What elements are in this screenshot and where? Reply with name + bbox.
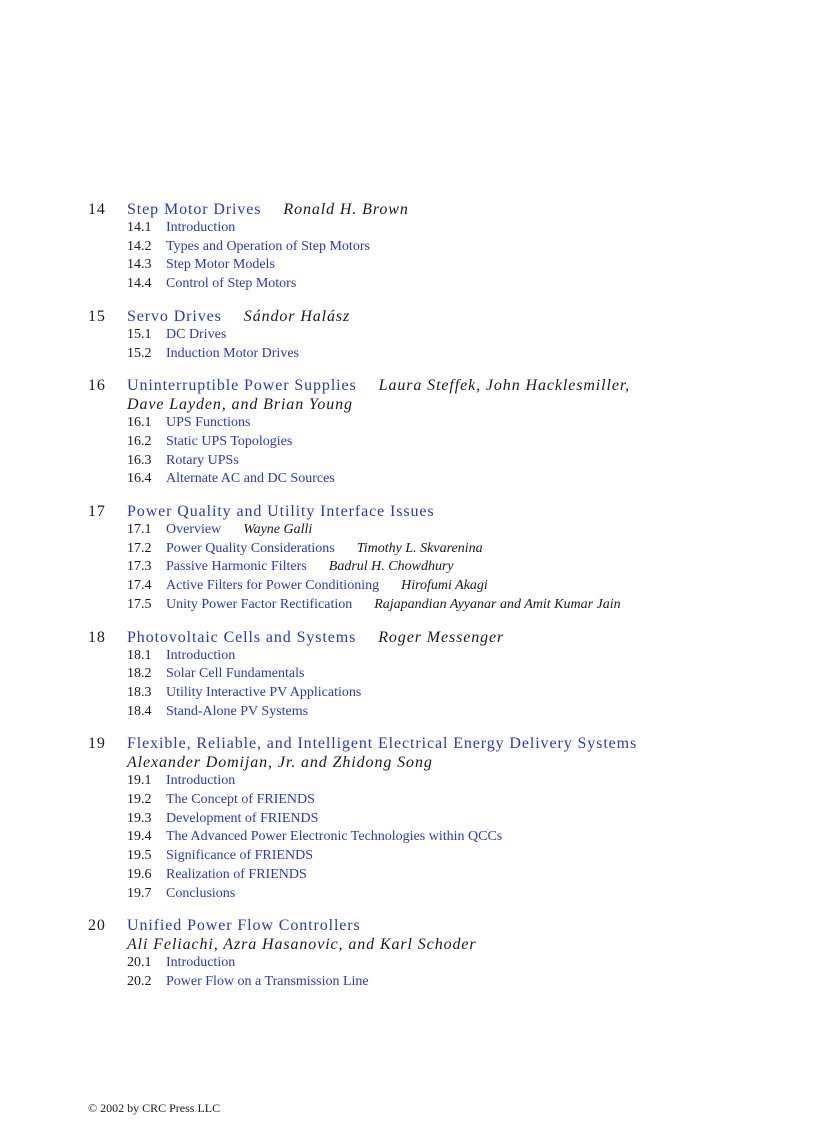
chapter-title-link[interactable]: Step Motor Drives <box>127 201 262 218</box>
section-number: 19.3 <box>127 810 152 826</box>
section-entry <box>127 414 788 433</box>
section-title-link[interactable]: Realization of FRIENDS <box>166 866 307 882</box>
section-number: 17.2 <box>127 540 152 556</box>
section-number: 19.7 <box>127 885 152 901</box>
section-number: 14.3 <box>127 257 152 273</box>
chapter-author: Dave Layden, and Brian Young <box>127 396 353 414</box>
chapter-entry <box>88 916 788 991</box>
section-number: 17.5 <box>127 596 152 612</box>
section-title-link[interactable]: Introduction <box>166 647 236 663</box>
section-title-link[interactable]: Power Flow on a Transmission Line <box>166 973 369 989</box>
section-entry <box>127 647 788 666</box>
section-title-link[interactable]: Rotary UPSs <box>166 452 239 468</box>
chapter-entry <box>88 628 788 722</box>
chapter-heading <box>88 376 788 395</box>
section-entry <box>127 521 788 540</box>
section-number: 17.3 <box>127 559 152 575</box>
chapter-title-link[interactable]: Unified Power Flow Controllers <box>127 917 361 935</box>
chapter-number: 20 <box>88 917 106 935</box>
chapter-entry <box>88 502 788 615</box>
chapter-heading <box>88 628 788 647</box>
section-title-link[interactable]: Introduction <box>166 773 236 789</box>
section-title-link[interactable]: Step Motor Models <box>166 257 275 273</box>
section-entry <box>127 433 788 452</box>
chapter-number: 18 <box>88 628 106 646</box>
section-title-link[interactable]: UPS Functions <box>166 415 251 431</box>
section-entry <box>127 810 788 829</box>
chapter-author: Sándor Halász <box>243 307 351 325</box>
section-author: Hirofumi Akagi <box>401 578 488 594</box>
section-number: 15.1 <box>127 326 152 342</box>
section-title-link[interactable]: Alternate AC and DC Sources <box>166 471 335 487</box>
section-entry <box>127 326 788 345</box>
section-title-link[interactable]: Stand-Alone PV Systems <box>166 703 309 719</box>
section-number: 20.1 <box>127 955 152 971</box>
section-entry <box>127 684 788 703</box>
section-list <box>88 326 788 363</box>
chapter-author: Ali Feliachi, Azra Hasanovic, and Karl Schoder <box>127 936 477 954</box>
chapter-number: 14 <box>88 201 106 218</box>
chapter-title-link[interactable]: Power Quality and Utility Interface Issues <box>127 503 435 521</box>
section-title-link[interactable]: Significance of FRIENDS <box>166 848 313 864</box>
section-number: 19.2 <box>127 792 152 808</box>
section-number: 14.1 <box>127 220 152 235</box>
section-number: 18.1 <box>127 647 152 663</box>
chapter-heading <box>88 916 788 935</box>
section-title-link[interactable]: DC Drives <box>166 326 227 342</box>
section-entry <box>127 238 788 257</box>
section-author: Rajapandian Ayyanar and Amit Kumar Jain <box>374 596 621 612</box>
chapter-title-link[interactable]: Photovoltaic Cells and Systems <box>127 628 357 646</box>
section-title-link[interactable]: The Advanced Power Electronic Technologies within QCCs <box>166 829 503 845</box>
copyright-footer: © 2002 by CRC Press LLC <box>88 1101 221 1115</box>
section-number: 18.4 <box>127 703 152 719</box>
section-number: 16.3 <box>127 452 152 468</box>
section-title-link[interactable]: Overview <box>166 522 222 538</box>
section-title-link[interactable]: Power Quality Considerations <box>166 540 335 556</box>
section-number: 18.2 <box>127 666 152 682</box>
section-title-link[interactable]: Conclusions <box>166 885 236 901</box>
section-entry <box>127 275 788 294</box>
chapter-entry <box>88 307 788 363</box>
chapter-entry <box>88 200 788 294</box>
chapter-author: Ronald H. Brown <box>283 201 409 218</box>
section-title-link[interactable]: Unity Power Factor Rectification <box>166 596 353 612</box>
section-list <box>88 414 788 489</box>
section-entry <box>127 345 788 364</box>
section-entry <box>127 558 788 577</box>
section-number: 20.2 <box>127 973 152 989</box>
chapter-title-link[interactable]: Flexible, Reliable, and Intelligent Electrical Energy Delivery Systems <box>127 735 638 753</box>
section-entry <box>127 828 788 847</box>
section-entry <box>127 219 788 238</box>
chapter-heading <box>88 200 788 219</box>
section-author: Badrul H. Chowdhury <box>328 559 454 575</box>
section-title-link[interactable]: Introduction <box>166 955 236 971</box>
section-entry <box>127 885 788 904</box>
section-author: Timothy L. Skvarenina <box>356 540 483 556</box>
chapter-entry <box>88 734 788 903</box>
section-entry <box>127 866 788 885</box>
section-title-link[interactable]: Types and Operation of Step Motors <box>166 238 370 254</box>
section-entry <box>127 703 788 722</box>
section-author: Wayne Galli <box>243 522 313 538</box>
section-number: 16.4 <box>127 471 152 487</box>
chapter-number: 19 <box>88 735 106 753</box>
section-entry <box>127 577 788 596</box>
section-title-link[interactable]: Development of FRIENDS <box>166 810 319 826</box>
chapter-author: Roger Messenger <box>378 628 505 646</box>
section-title-link[interactable]: Utility Interactive PV Applications <box>166 684 362 700</box>
section-number: 17.1 <box>127 522 152 538</box>
chapter-author: Laura Steffek, John Hacklesmiller, <box>378 377 631 395</box>
table-of-contents <box>88 200 788 1005</box>
chapter-title-link[interactable]: Servo Drives <box>127 307 222 325</box>
chapter-number: 17 <box>88 503 106 521</box>
section-entry <box>127 791 788 810</box>
section-number: 19.6 <box>127 866 152 882</box>
section-entry <box>127 470 788 489</box>
section-list <box>88 521 788 615</box>
section-number: 19.5 <box>127 848 152 864</box>
section-entry <box>127 847 788 866</box>
section-title-link[interactable]: Induction Motor Drives <box>166 345 299 361</box>
section-number: 19.4 <box>127 829 152 845</box>
section-list <box>88 772 788 903</box>
chapter-author: Alexander Domijan, Jr. and Zhidong Song <box>127 754 433 772</box>
section-title-link[interactable]: Static UPS Topologies <box>166 433 293 449</box>
section-number: 16.2 <box>127 433 152 449</box>
section-list <box>88 647 788 722</box>
section-entry <box>127 596 788 615</box>
section-number: 16.1 <box>127 415 152 431</box>
section-entry <box>127 452 788 471</box>
chapter-heading <box>88 734 788 753</box>
chapter-entry <box>88 376 788 489</box>
section-entry <box>127 954 788 973</box>
section-title-link[interactable]: Introduction <box>166 220 236 235</box>
chapter-number: 16 <box>88 377 106 395</box>
section-number: 15.2 <box>127 345 152 361</box>
chapter-heading <box>88 307 788 326</box>
section-number: 18.3 <box>127 684 152 700</box>
section-entry <box>127 973 788 992</box>
section-entry <box>127 256 788 275</box>
section-title-link[interactable]: The Concept of FRIENDS <box>166 792 315 808</box>
section-title-link[interactable]: Active Filters for Power Conditioning <box>166 578 380 594</box>
section-title-link[interactable]: Solar Cell Fundamentals <box>166 666 305 682</box>
section-number: 19.1 <box>127 773 152 789</box>
chapter-number: 15 <box>88 307 106 325</box>
section-title-link[interactable]: Passive Harmonic Filters <box>166 559 307 575</box>
section-number: 17.4 <box>127 578 152 594</box>
chapter-heading <box>88 502 788 521</box>
section-number: 14.4 <box>127 276 152 292</box>
chapter-title-link[interactable]: Uninterruptible Power Supplies <box>127 377 357 395</box>
section-entry <box>127 540 788 559</box>
section-list <box>88 219 788 294</box>
section-list <box>88 954 788 991</box>
section-entry <box>127 772 788 791</box>
section-number: 14.2 <box>127 238 152 254</box>
section-title-link[interactable]: Control of Step Motors <box>166 276 297 292</box>
section-entry <box>127 665 788 684</box>
